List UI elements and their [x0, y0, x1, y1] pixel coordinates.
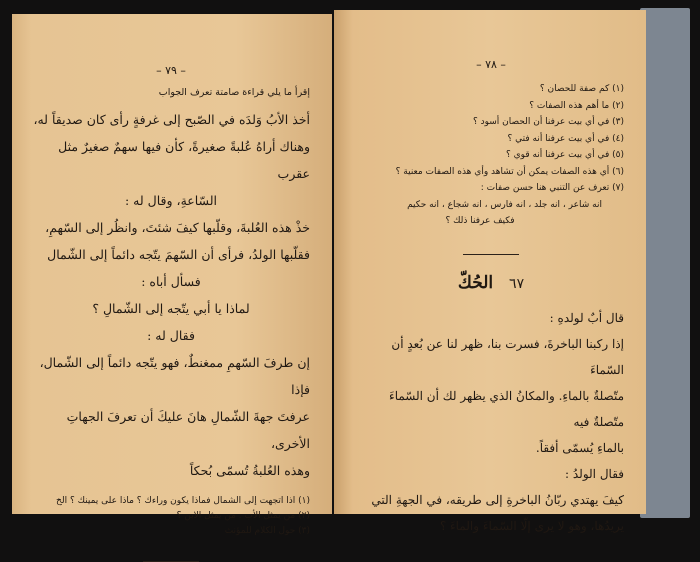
- question-subline: فكيف عرفنا ذلك ؟: [445, 216, 515, 226]
- passage-line: إذا ركبنا الباخرةَ، فسرت بنا، ظهر لنا عن بُعدٍ أن السّماءَ: [391, 336, 624, 377]
- page-number-right: – ٧٨ –: [476, 58, 506, 71]
- question-item: (٧) تعرف عن التنبي هنا حسن صفات :: [480, 183, 624, 193]
- passage-line: إن طرفَ السّهمِ ممغنطٌ، فهو يتّجه دائماً إلى الشّمال، فإذا: [39, 355, 310, 397]
- lesson-passage: [358, 305, 624, 539]
- compass-passage: [32, 106, 310, 484]
- lesson-title: الحُكّ: [457, 272, 494, 293]
- passage-line: وهناك أراهُ عُلبةً صغيرةً، كأن فيها سهمٌ صغيرٌ مثل عقرب: [58, 139, 310, 181]
- question-item: (١) كم صفة للحصان ؟: [539, 84, 624, 94]
- lesson-number: ٦٧: [509, 275, 525, 292]
- question-item: (٤) في أي بيت عرفنا أنه فتي ؟: [507, 133, 624, 144]
- question-item: (٥) في أي بيت عرفنا أنه قوي ؟: [505, 150, 624, 160]
- question-item: (٣) في أي بيت عرفنا أن الحصان أسود ؟: [472, 117, 624, 127]
- passage-line: وهذه العُلبةُ تُسمّى بُحكاً: [189, 463, 310, 478]
- passage-line: أخذ الأبُ وَلدَه في الصّبح إلى غرفةٍ رأى كان صديقاً له،: [33, 112, 310, 127]
- passage-line: يريدُها، وهو لا يرى إلّا السّماءَ والماءَ ؟: [439, 518, 624, 533]
- book-edge-background: [640, 8, 690, 518]
- passage-line: كيفَ يهتدي ربّانُ الباخرةِ إلى طريقه، في الجهةِ التي: [371, 492, 624, 507]
- passage-line: متّصلةٌ بالماءِ. والمكانُ الذي يظهر لك أن السّماءَ متّصلةٌ فيه: [389, 388, 624, 429]
- passage-line: عرفتَ جهةَ الشّمالِ هانَ عليكَ أن تعرفَ الجهاتِ الأخرى،: [66, 409, 310, 451]
- note-item: (٢) من يمثل الأب . من يمثل الابن ؟: [176, 511, 310, 521]
- question-list: [358, 81, 624, 230]
- lesson-heading: [358, 273, 624, 293]
- note-item: (٣) حول الكلام للمؤنث: [224, 526, 310, 536]
- passage-line: فقلّبها الولدُ، فرأى أن السّهمَ يتّجه دائماً إلى الشّمال: [47, 247, 310, 262]
- question-subline: انه شاعر ، انه جلد ، انه فارس ، انه شجاع ، انه حكيم: [407, 199, 602, 210]
- passage-line: فقال الولدُ :: [565, 466, 624, 481]
- passage-line: خذْ هذه العُلبةَ، وقلّبها كيفَ شئتَ، وانظُر إلى السّهمِ،: [45, 220, 310, 235]
- passage-line: فسأل أباه :: [141, 274, 201, 289]
- note-item: (١) اذا اتجهت إلى الشمال فماذا يكون وراءك ؟ ماذا على يمينك ؟ الخ: [56, 496, 310, 506]
- left-page: [12, 14, 332, 536]
- reading-instruction: إقرأ ما يلي قراءة صامتة تعرف الجواب: [158, 87, 310, 98]
- passage-line: لماذا يا أبي يتّجه إلى الشّمالِ ؟: [92, 301, 250, 316]
- passage-line: قال أبٌ لولدهِ :: [549, 310, 624, 325]
- question-item: (٢) ما أهم هذه الصفات ؟: [529, 100, 624, 111]
- right-page: [334, 10, 646, 533]
- passage-line: فقال له :: [147, 328, 195, 343]
- section-divider: [463, 254, 519, 255]
- question-item: (٦) أي هذه الصفات يمكن أن تشاهد وأي هذه الصفات معنية ؟: [395, 166, 624, 177]
- passage-line: بالماءِ يُسمّى أفقاً.: [535, 440, 624, 455]
- exercise-notes: [32, 494, 310, 539]
- passage-line: السّاعةِ، وقال له :: [125, 193, 217, 208]
- page-number-left: – ٧٩ –: [156, 64, 186, 77]
